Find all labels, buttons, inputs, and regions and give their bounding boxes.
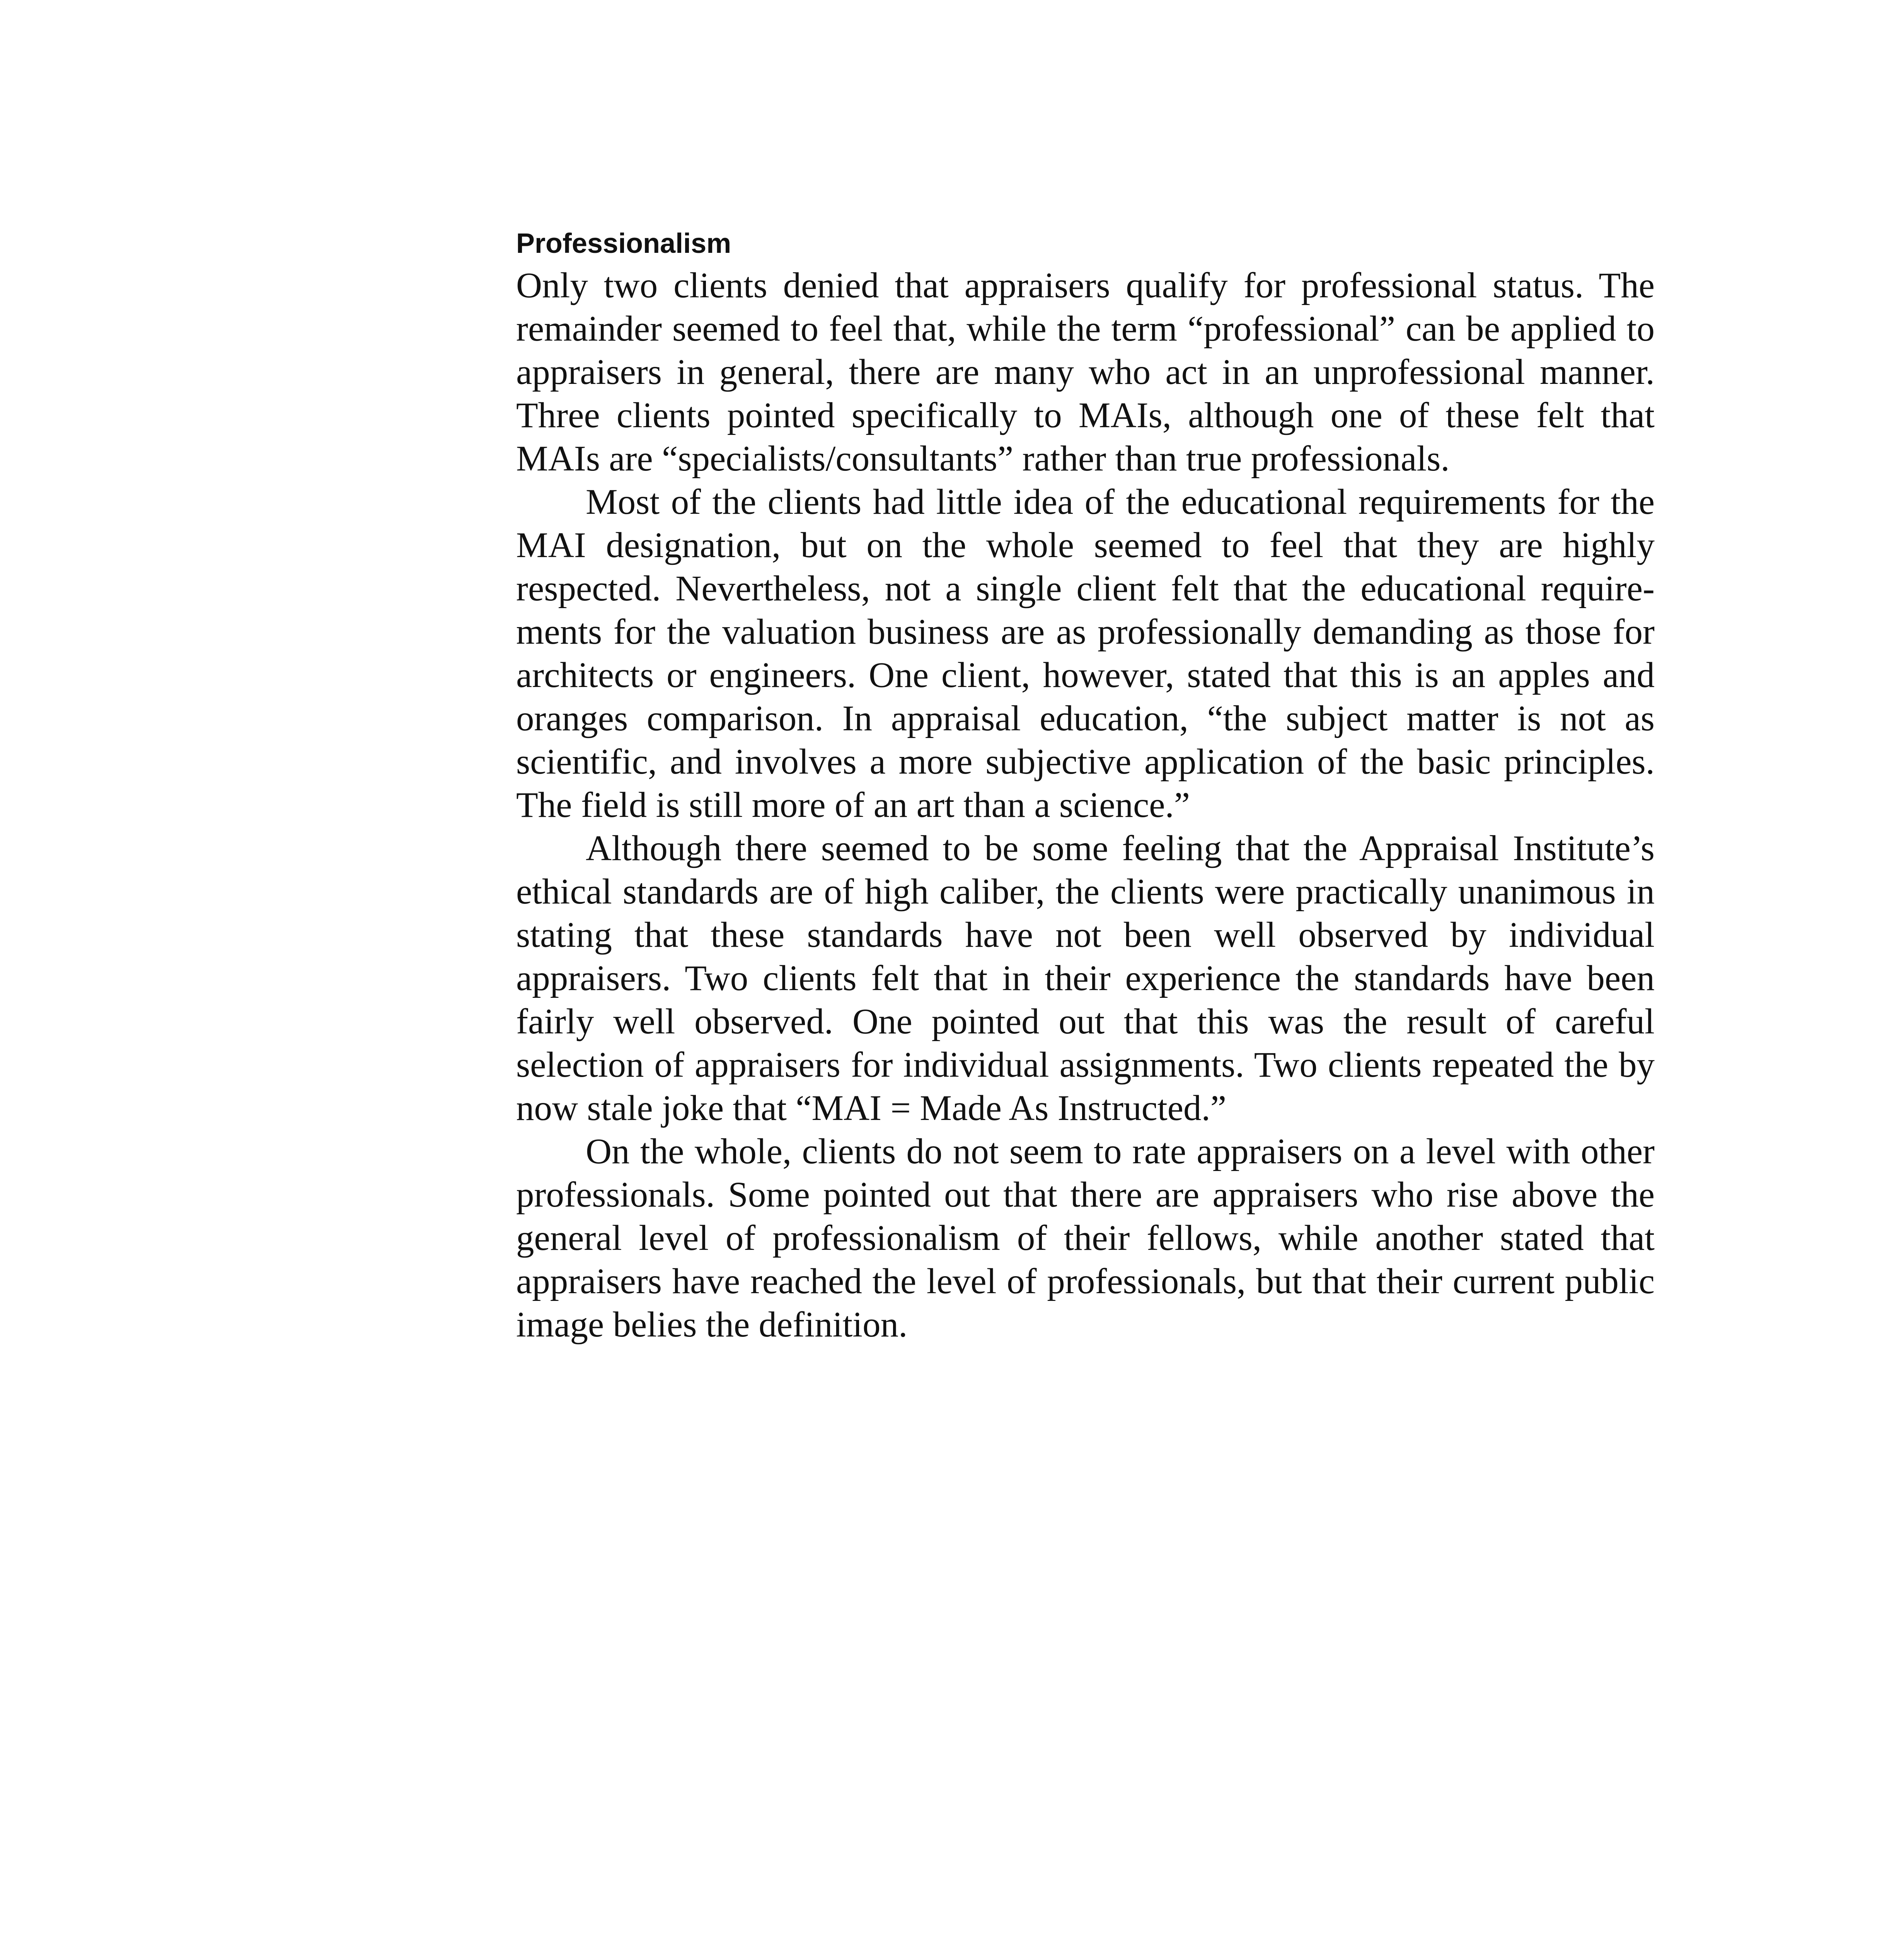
body-paragraph-2: Most of the clients had little idea of the educational requirements for the MAI designation, but on the whole seemed to feel that they are highly respected. Nevertheless, not a single client felt that the educational requirements for the valuation business are as professionally demanding as those for architects or engineers. One client, however, stated that this is an apples and oranges comparison. In appraisal education, “the subject matter is not as scientific, and involves a more subjective application of the basic principles. The field is still more of an art than a science.” — [516, 482, 1655, 825]
body-paragraph-3: Although there seemed to be some feeling that the Appraisal Institute’s ethical standards are of high caliber, the clients were practically unanimous in stating that these standards have not been well observed by individual appraisers. Two clients felt that in their experience the standards have been fairly well observed. One pointed out that this was the result of careful selection of appraisers for individual assignments. Two clients repeated the by now stale joke that “MAI = Made As Instructed.” — [516, 828, 1655, 1128]
body-paragraph-1: Only two clients denied that appraisers qualify for professional status. The remainder seemed to feel that, while the term “professional” can be applied to appraisers in general, there are many who act in an unprofessional manner. Three clients pointed specifically to MAIs, although one of these felt that MAIs are “specialists/consultants” rather than true professionals. — [516, 266, 1655, 479]
article-body — [516, 226, 1655, 1347]
section-heading: Professionalism — [516, 228, 731, 259]
body-paragraph-4: On the whole, clients do not seem to rate appraisers on a level with other professionals. Some pointed out that there are appraisers who rise above the general level of professionalism of their fellows, while another stated that appraisers have reached the level of professionals, but that their current public image belies the definition. — [516, 1132, 1655, 1345]
